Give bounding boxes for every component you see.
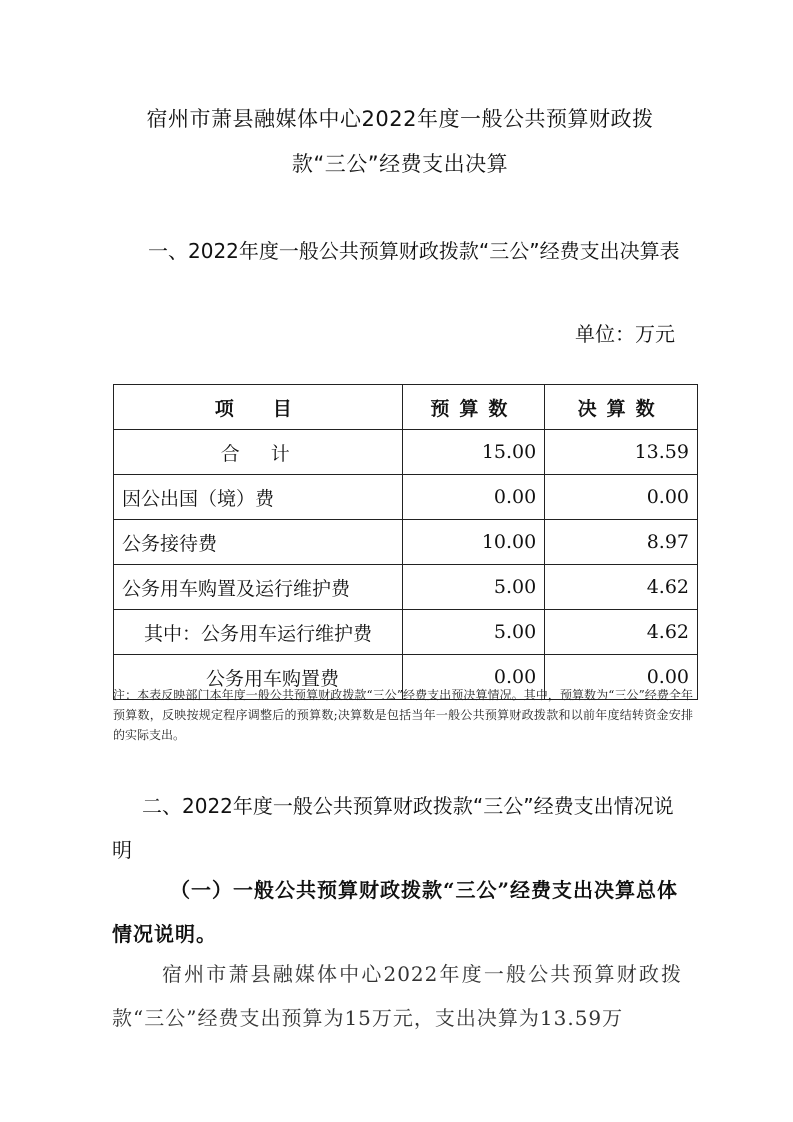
unit-label: 单位：万元 <box>575 322 675 346</box>
table-row <box>114 610 698 655</box>
row-budget: 10.00 <box>403 520 545 565</box>
row-actual: 0.00 <box>545 475 698 520</box>
header-item: 项 目 <box>114 385 403 430</box>
row-actual: 8.97 <box>545 520 698 565</box>
section2-paragraph: 宿州市萧县融媒体中心2022年度一般公共预算财政拨款“三公”经费支出预算为15万元，支出决算为13.59万 <box>112 962 682 1030</box>
row-label: 因公出国（境）费 <box>114 475 403 520</box>
header-actual: 决算数 <box>545 385 698 430</box>
document-title-line2: 款“三公”经费支出决算 <box>291 152 509 176</box>
row-label: 其中：公务用车运行维护费 <box>114 610 403 655</box>
row-actual: 0.00 <box>545 655 698 700</box>
table-row <box>114 475 698 520</box>
row-label: 公务用车购置费 <box>114 655 403 700</box>
row-budget: 0.00 <box>403 655 545 700</box>
table-row <box>114 520 698 565</box>
table-row <box>114 565 698 610</box>
table-note: 注：本表反映部门本年度一般公共预算财政拨款“三公”经费支出预决算情况。其中，预算数为“三公”经费全年预算数，反映按规定程序调整后的预算数;决算数是包括当年一般公共预算财政拨款和以前年度结转资金安排的实际支出。 <box>113 688 693 742</box>
row-actual: 4.62 <box>545 610 698 655</box>
row-budget: 5.00 <box>403 610 545 655</box>
document-title-line1: 宿州市萧县融媒体中心2022年度一般公共预算财政拨 <box>146 107 654 131</box>
section2-heading: 二、2022年度一般公共预算财政拨款“三公”经费支出情况说明 <box>112 794 674 862</box>
table-row-total <box>114 430 698 475</box>
header-budget: 预算数 <box>403 385 545 430</box>
table-header-row <box>114 385 698 430</box>
row-label: 公务用车购置及运行维护费 <box>114 565 403 610</box>
row-actual: 4.62 <box>545 565 698 610</box>
row-actual: 13.59 <box>545 430 698 475</box>
row-budget: 0.00 <box>403 475 545 520</box>
section2-subheading: （一）一般公共预算财政拨款“三公”经费支出决算总体情况说明。 <box>112 878 679 946</box>
row-label: 合 计 <box>114 430 403 475</box>
expenditure-table <box>113 384 698 700</box>
section1-heading: 一、2022年度一般公共预算财政拨款“三公”经费支出决算表 <box>148 239 680 263</box>
row-budget: 5.00 <box>403 565 545 610</box>
row-budget: 15.00 <box>403 430 545 475</box>
row-label: 公务接待费 <box>114 520 403 565</box>
